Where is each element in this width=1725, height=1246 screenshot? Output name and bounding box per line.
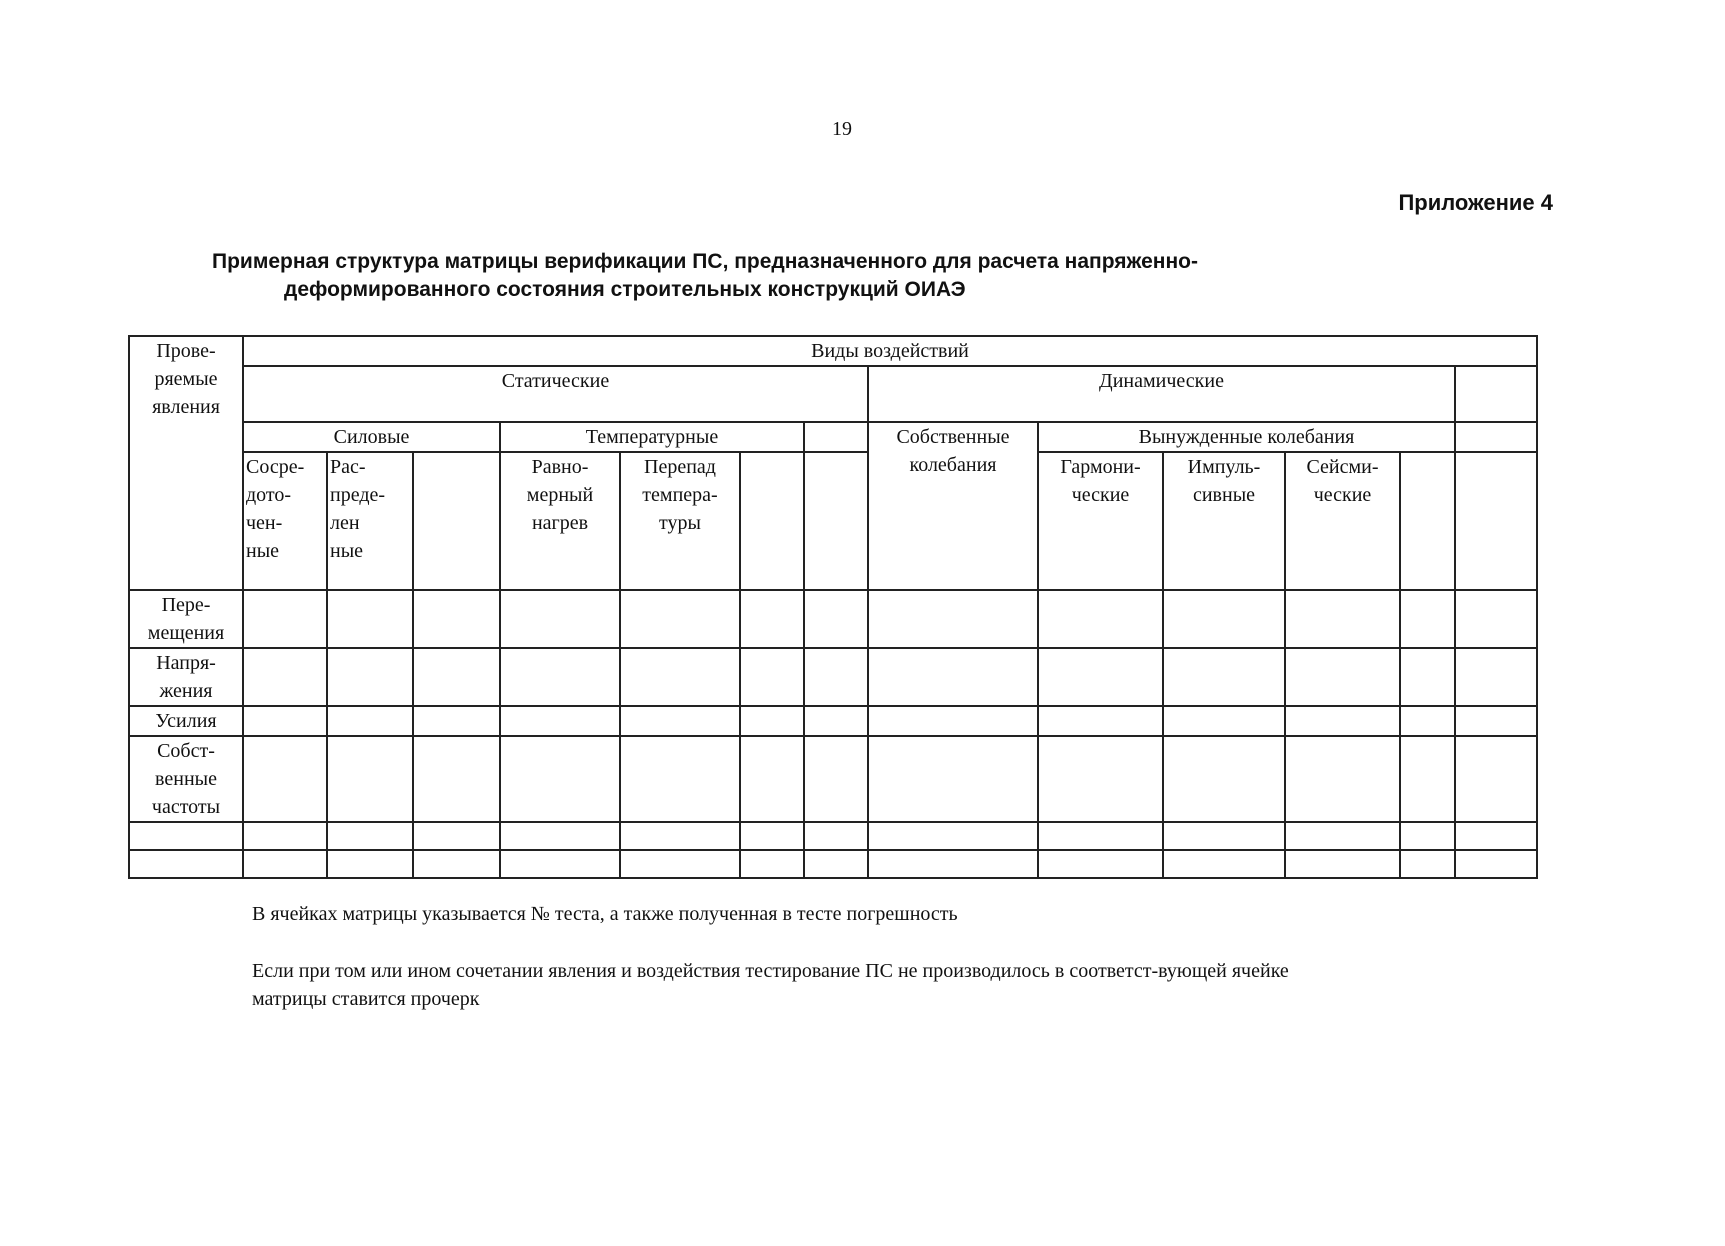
header-seismic: Сейсми- ческие xyxy=(1285,452,1400,590)
document-title xyxy=(212,248,1452,304)
table-row xyxy=(129,736,1537,822)
header-empty-cell xyxy=(413,452,500,590)
verification-matrix xyxy=(128,335,1538,879)
header-temperature: Температурные xyxy=(500,422,804,452)
header-dynamic: Динамические xyxy=(868,366,1455,422)
header-impulsive: Импуль- сивные xyxy=(1163,452,1285,590)
header-empty-cell xyxy=(1455,422,1537,452)
header-empty-cell xyxy=(1455,452,1537,590)
header-concentrated: Сосре- дото- чен- ные xyxy=(243,452,327,590)
row-label-stresses: Напря- жения xyxy=(129,648,243,706)
header-distributed: Рас- преде- лен ные xyxy=(327,452,413,590)
table-row xyxy=(129,822,1537,850)
header-empty-cell xyxy=(1455,366,1537,422)
row-label-forces: Усилия xyxy=(129,706,243,736)
header-harmonic: Гармони- ческие xyxy=(1038,452,1163,590)
row-label-empty xyxy=(129,850,243,878)
row-label-natural-frequencies: Собст- венные частоты xyxy=(129,736,243,822)
header-impact-types: Виды воздействий xyxy=(243,336,1537,366)
header-forced-oscillations: Вынужденные колебания xyxy=(1038,422,1455,452)
table-row xyxy=(129,850,1537,878)
title-line-1: Примерная структура матрицы верификации ПС, предназначенного для расчета напряженно- xyxy=(212,250,1198,273)
page-number: 19 xyxy=(832,118,852,140)
header-empty-cell xyxy=(740,452,804,590)
header-temperature-difference: Перепад темпера- туры xyxy=(620,452,740,590)
header-natural-oscillations: Собственные колебания xyxy=(868,422,1038,590)
header-empty-cell xyxy=(804,422,868,452)
header-empty-cell xyxy=(804,452,868,590)
row-header-phenomena: Прове- ряемые явления xyxy=(129,336,243,590)
title-line-2: деформированного состояния строительных конструкций ОИАЭ xyxy=(284,278,966,301)
table-row xyxy=(129,590,1537,648)
table-row xyxy=(129,706,1537,736)
table-row xyxy=(129,648,1537,706)
row-label-empty xyxy=(129,822,243,850)
row-label-displacements: Пере- мещения xyxy=(129,590,243,648)
header-uniform-heating: Равно- мерный нагрев xyxy=(500,452,620,590)
note-test-number: В ячейках матрицы указывается № теста, а также полученная в тесте погрешность xyxy=(252,903,958,925)
appendix-label: Приложение 4 xyxy=(1398,190,1553,215)
header-empty-cell xyxy=(1400,452,1455,590)
header-force: Силовые xyxy=(243,422,500,452)
header-static: Статические xyxy=(243,366,868,422)
note-dash-rule: Если при том или ином сочетании явления и воздействия тестирование ПС не производилось в соответст-вующей ячейке матрицы ставится прочерк xyxy=(252,960,1289,1010)
